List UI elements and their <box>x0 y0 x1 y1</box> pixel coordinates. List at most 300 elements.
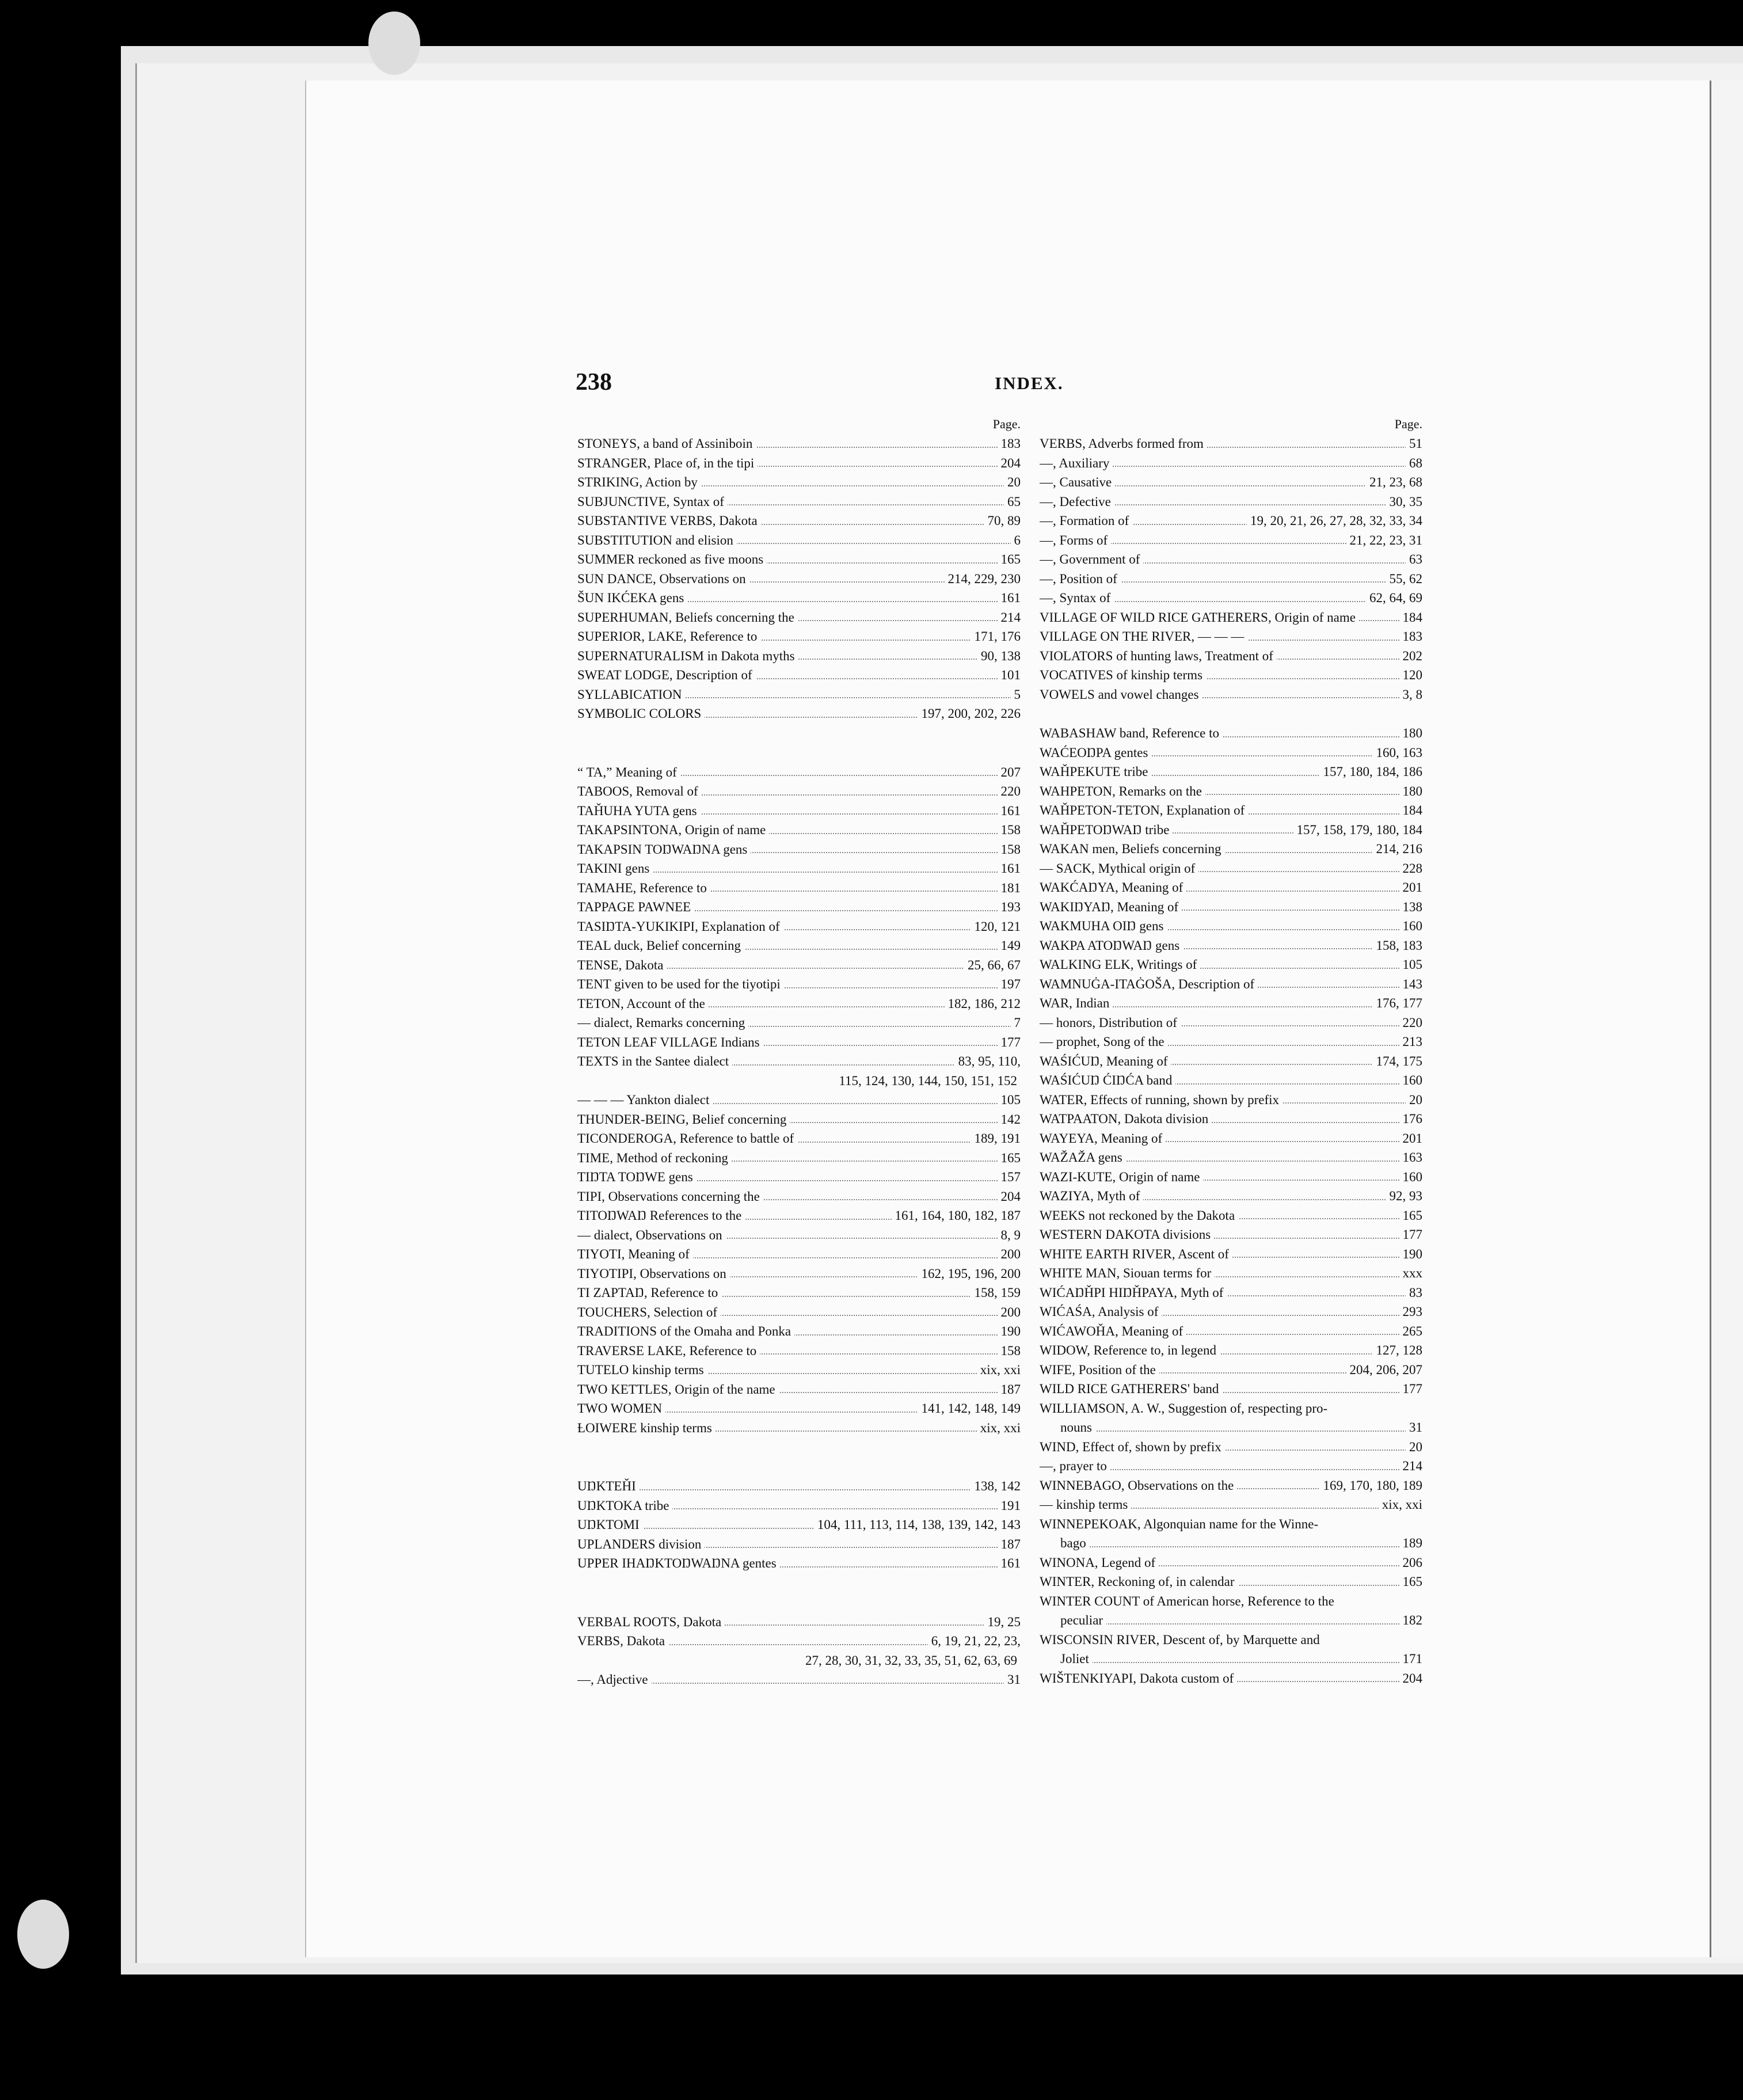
index-entry <box>577 704 1021 724</box>
index-entry <box>1040 936 1422 956</box>
entry-pages: 160 <box>1399 1167 1423 1187</box>
entry-pages: 142 <box>998 1110 1021 1129</box>
index-entry <box>577 1206 1021 1226</box>
index-entry <box>1040 1341 1422 1360</box>
index-entry <box>1040 685 1422 705</box>
entry-term: TAPPAGE PAWNEE <box>577 900 694 914</box>
index-entry <box>577 994 1021 1014</box>
index-entry <box>1040 1418 1422 1437</box>
entry-term: VIOLATORS of hunting laws, Treatment of <box>1040 649 1277 663</box>
entry-pages: 20 <box>1004 473 1021 492</box>
entry-term: VERBAL ROOTS, Dakota <box>577 1615 725 1629</box>
index-entry <box>577 1148 1021 1168</box>
entry-pages: 165 <box>998 1148 1021 1168</box>
index-entry <box>577 473 1021 492</box>
entry-pages: 171 <box>1399 1649 1423 1669</box>
entry-term: TAKAPSIN TOŊWAŊNA gens <box>577 842 751 857</box>
entry-pages: 20 <box>1406 1437 1422 1457</box>
entry-term: SUBSTANTIVE VERBS, Dakota <box>577 513 761 528</box>
index-entry <box>577 917 1021 937</box>
entry-pages: 141, 142, 148, 149 <box>918 1399 1021 1418</box>
index-entry <box>577 1496 1021 1516</box>
index-entry <box>1040 1090 1422 1110</box>
entry-term: SYLLABICATION <box>577 687 685 702</box>
entry-term: SUPERNATURALISM in Dakota myths <box>577 649 798 663</box>
index-entry <box>1040 1669 1422 1688</box>
index-entry <box>1040 1572 1422 1592</box>
index-entry <box>1040 1148 1422 1167</box>
entry-term: TIME, Method of reckoning <box>577 1151 732 1165</box>
index-entry <box>1040 859 1422 878</box>
page-edge-strip <box>1710 81 1743 1957</box>
index-entry <box>1040 743 1422 763</box>
index-entry <box>577 685 1021 705</box>
index-entry <box>577 492 1021 512</box>
entry-pages: 5 <box>1011 685 1021 705</box>
entry-pages: 101 <box>998 665 1021 685</box>
section-gap <box>577 1573 1021 1612</box>
entry-term: WAKMUHA OIŊ gens <box>1040 919 1167 933</box>
entry-pages: 176 <box>1399 1109 1423 1129</box>
entry-term: —, Auxiliary <box>1040 456 1113 470</box>
entry-term: WAZIYA, Myth of <box>1040 1189 1143 1203</box>
entry-pages: 63 <box>1406 550 1422 569</box>
entry-pages: 214, 229, 230 <box>945 569 1021 589</box>
index-entry <box>1040 1611 1422 1630</box>
index-entry <box>577 1670 1021 1690</box>
entry-pages: 190 <box>998 1322 1021 1341</box>
entry-term: TASIŊTA-YUKIKIPI, Explanation of <box>577 919 783 934</box>
entry-term: TWO WOMEN <box>577 1401 665 1416</box>
index-entry <box>577 820 1021 840</box>
index-entry <box>1040 1495 1422 1515</box>
entry-term: SYMBOLIC COLORS <box>577 706 705 721</box>
index-entry <box>577 1554 1021 1573</box>
index-entry <box>1040 1302 1422 1322</box>
entry-pages: 201 <box>1399 1129 1423 1148</box>
index-entry <box>577 1264 1021 1284</box>
entry-pages: 161, 164, 180, 182, 187 <box>892 1206 1021 1226</box>
entry-pages: 201 <box>1399 878 1423 897</box>
entry-term: WAZI-KUTE, Origin of name <box>1040 1170 1203 1184</box>
entry-pages: 163 <box>1399 1148 1423 1167</box>
index-entry <box>577 1612 1021 1632</box>
entry-pages: 143 <box>1399 975 1423 994</box>
entry-term: —, Causative <box>1040 475 1115 489</box>
index-entry <box>577 956 1021 975</box>
entry-term: VERBS, Adverbs formed from <box>1040 436 1207 451</box>
entry-term: TEAL duck, Belief concerning <box>577 938 744 953</box>
entry-term: — — — Yankton dialect <box>577 1093 713 1107</box>
entry-pages: 190 <box>1399 1245 1423 1264</box>
entry-pages: xix, xxi <box>977 1360 1021 1380</box>
index-entry <box>1040 878 1422 897</box>
index-entry <box>577 646 1021 666</box>
index-entry <box>577 1535 1021 1554</box>
index-entry <box>577 878 1021 898</box>
index-entry <box>1040 1206 1422 1226</box>
entry-term: TENT given to be used for the tiyotipi <box>577 977 784 991</box>
index-entry <box>1040 820 1422 840</box>
entry-term: TIPI, Observations concerning the <box>577 1189 763 1204</box>
entry-term: — dialect, Observations on <box>577 1228 726 1242</box>
entry-pages: 161 <box>998 588 1021 608</box>
index-entry <box>1040 1437 1422 1457</box>
entry-pages: 120 <box>1399 665 1423 685</box>
entry-pages: 161 <box>998 1554 1021 1573</box>
entry-continuation: bago <box>1040 1536 1090 1550</box>
index-entry <box>1040 454 1422 473</box>
entry-term: WIŠTENKIYAPI, Dakota custom of <box>1040 1671 1237 1686</box>
entry-term: WAŚIĆUŊ, Meaning of <box>1040 1054 1171 1068</box>
entry-term: —, Position of <box>1040 572 1121 586</box>
index-entry <box>1040 782 1422 801</box>
left-index-column <box>577 414 1021 1690</box>
ink-blot <box>368 12 420 75</box>
entry-pages: 214 <box>998 608 1021 627</box>
entry-pages: 184 <box>1399 608 1423 627</box>
section-gap <box>1040 704 1422 724</box>
entry-pages: 228 <box>1399 859 1423 878</box>
index-entry <box>1040 1109 1422 1129</box>
entry-pages: 30, 35 <box>1386 492 1423 512</box>
entry-pages: 206 <box>1399 1553 1423 1573</box>
entry-term: STRIKING, Action by <box>577 475 701 489</box>
entry-pages: 293 <box>1399 1302 1423 1322</box>
index-entry <box>577 1515 1021 1535</box>
index-entry <box>577 936 1021 956</box>
entry-term: TAMAHE, Reference to <box>577 881 710 895</box>
entry-pages: 19, 25 <box>984 1612 1021 1632</box>
entry-term: —, Defective <box>1040 494 1114 509</box>
index-entry <box>577 511 1021 531</box>
index-entry <box>1040 492 1422 512</box>
entry-pages: xix, xxi <box>1379 1495 1422 1515</box>
entry-pages: 204 <box>998 1187 1021 1207</box>
entry-pages: 184 <box>1399 801 1423 820</box>
entry-term: WEEKS not reckoned by the Dakota <box>1040 1208 1238 1223</box>
entry-term: WATER, Effects of running, shown by prefix <box>1040 1093 1282 1107</box>
entry-pages: 19, 20, 21, 26, 27, 28, 32, 33, 34 <box>1247 511 1422 531</box>
index-entry <box>577 1380 1021 1399</box>
entry-pages: 207 <box>998 763 1021 782</box>
entry-pages: 200 <box>998 1303 1021 1322</box>
entry-term: ȽOIWERE kinship terms <box>577 1421 716 1435</box>
entry-pages: 180 <box>1399 724 1423 743</box>
index-entry <box>1040 1592 1422 1611</box>
entry-term: WIND, Effect of, shown by prefix <box>1040 1440 1225 1454</box>
entry-term: WISCONSIN RIVER, Descent of, by Marquette and <box>1040 1633 1323 1647</box>
entry-pages: 7 <box>1011 1013 1021 1033</box>
entry-pages: 158 <box>998 1341 1021 1361</box>
entry-term: TETON LEAF VILLAGE Indians <box>577 1035 763 1049</box>
entry-term: WAKPA ATOŊWAŊ gens <box>1040 938 1183 953</box>
entry-pages: 127, 128 <box>1373 1341 1423 1360</box>
index-entry <box>577 1033 1021 1052</box>
index-entry <box>577 1341 1021 1361</box>
entry-pages: 31 <box>1004 1670 1021 1690</box>
entry-pages: 104, 111, 113, 114, 138, 139, 142, 143 <box>814 1515 1021 1535</box>
index-entry <box>577 1013 1021 1033</box>
entry-pages: 105 <box>998 1090 1021 1110</box>
entry-term: WAKĆAŊYA, Meaning of <box>1040 880 1186 895</box>
index-entry <box>1040 588 1422 608</box>
entry-term: WAKIŊYAŊ, Meaning of <box>1040 900 1182 914</box>
entry-term: VERBS, Dakota <box>577 1634 668 1648</box>
index-entry <box>1040 1456 1422 1476</box>
entry-pages: 83, 95, 110, <box>955 1052 1021 1071</box>
entry-term: TAKAPSINTONA, Origin of name <box>577 823 769 837</box>
entry-pages: 187 <box>998 1380 1021 1399</box>
index-entry <box>577 1631 1021 1651</box>
entry-term: WAȞPEKUTE tribe <box>1040 764 1151 779</box>
index-entry <box>1040 1225 1422 1245</box>
index-entry <box>577 1418 1021 1438</box>
index-entry <box>577 1303 1021 1322</box>
index-entry <box>577 975 1021 994</box>
entry-pages: 158 <box>998 820 1021 840</box>
page-number: 238 <box>576 369 612 395</box>
entry-pages: 158, 159 <box>971 1283 1021 1303</box>
index-entry <box>577 627 1021 646</box>
entry-term: WAȞPETOŊWAŊ tribe <box>1040 823 1173 837</box>
entry-pages: 62, 64, 69 <box>1366 588 1422 608</box>
entry-term: THUNDER-BEING, Belief concerning <box>577 1112 790 1127</box>
index-entry <box>1040 1245 1422 1264</box>
entry-term: WINNEBAGO, Observations on the <box>1040 1478 1237 1493</box>
entry-pages: 6 <box>1011 531 1021 550</box>
entry-term: TITOŊWAŊ References to the <box>577 1208 745 1223</box>
entry-pages: 204, 206, 207 <box>1346 1360 1423 1380</box>
index-entry <box>1040 1052 1422 1071</box>
index-entry <box>1040 916 1422 936</box>
index-entry <box>577 434 1021 454</box>
entry-term: WAŽAŽA gens <box>1040 1150 1126 1165</box>
entry-term: TENSE, Dakota <box>577 958 667 972</box>
index-entry <box>1040 1129 1422 1148</box>
index-entry <box>1040 1264 1422 1283</box>
entry-term: —, Formation of <box>1040 513 1132 528</box>
index-entry <box>577 782 1021 801</box>
entry-pages: 68 <box>1406 454 1422 473</box>
entry-pages: 193 <box>998 897 1021 917</box>
entry-pages: 65 <box>1004 492 1021 512</box>
entry-pages: 25, 66, 67 <box>964 956 1021 975</box>
entry-pages: 161 <box>998 859 1021 878</box>
entry-pages: 120, 121 <box>971 917 1021 937</box>
entry-term: WAKAN men, Beliefs concerning <box>1040 842 1225 856</box>
entry-pages: 187 <box>998 1535 1021 1554</box>
index-entry <box>1040 762 1422 782</box>
entry-pages: 177 <box>1399 1379 1423 1399</box>
ink-blot <box>17 1900 69 1969</box>
index-entry <box>1040 627 1422 646</box>
entry-term: WAYEYA, Meaning of <box>1040 1131 1166 1146</box>
entry-term: WATPAATON, Dakota division <box>1040 1112 1212 1126</box>
entry-term: “ TA,” Meaning of <box>577 765 680 779</box>
index-entry <box>577 1226 1021 1245</box>
index-entry <box>1040 511 1422 531</box>
entry-pages: 181 <box>998 878 1021 898</box>
entry-pages: 214 <box>1399 1456 1423 1476</box>
entry-pages: 138 <box>1399 897 1423 917</box>
entry-continuation: peculiar <box>1040 1613 1106 1627</box>
entry-term: SUBSTITUTION and elision <box>577 533 737 547</box>
index-entry <box>577 1071 1021 1091</box>
entry-term: WESTERN DAKOTA divisions <box>1040 1227 1214 1242</box>
index-entry <box>1040 1013 1422 1033</box>
entry-pages: 183 <box>998 434 1021 454</box>
entry-term: WHITE MAN, Siouan terms for <box>1040 1266 1215 1280</box>
index-entry <box>577 608 1021 627</box>
entry-term: WAHPETON, Remarks on the <box>1040 784 1205 798</box>
entry-term: — dialect, Remarks concerning <box>577 1015 748 1030</box>
index-entry <box>1040 1399 1422 1418</box>
entry-pages: 182 <box>1399 1611 1423 1630</box>
entry-term: WIĆAŊȞPI HIŊȞPAYA, Myth of <box>1040 1285 1227 1300</box>
entry-term: WINONA, Legend of <box>1040 1555 1159 1570</box>
index-entry <box>1040 994 1422 1013</box>
entry-pages: 182, 186, 212 <box>945 994 1021 1014</box>
entry-term: WILD RICE GATHERERS' band <box>1040 1382 1222 1396</box>
entry-term: TRADITIONS of the Omaha and Ponka <box>577 1324 794 1338</box>
entry-term: ŠUN IKĆEKA gens <box>577 591 687 605</box>
entry-term: VILLAGE ON THE RIVER, — — — <box>1040 629 1247 644</box>
entry-term: TIYOTI, Meaning of <box>577 1247 693 1261</box>
entry-term: — honors, Distribution of <box>1040 1015 1181 1030</box>
index-entry <box>1040 801 1422 820</box>
entry-pages: 70, 89 <box>984 511 1021 531</box>
entry-term: SUPERIOR, LAKE, Reference to <box>577 629 760 644</box>
index-entry <box>1040 1515 1422 1534</box>
entry-pages: 189, 191 <box>971 1129 1021 1148</box>
index-entry <box>1040 434 1422 454</box>
entry-pages: 214, 216 <box>1373 839 1423 859</box>
index-entry <box>577 550 1021 569</box>
entry-pages: 197, 200, 202, 226 <box>918 704 1021 724</box>
entry-pages: 200 <box>998 1245 1021 1264</box>
index-entry <box>1040 1649 1422 1669</box>
entry-term: TI ZAPTAŊ, Reference to <box>577 1285 721 1300</box>
index-entry <box>577 588 1021 608</box>
entry-term: TABOOS, Removal of <box>577 784 702 798</box>
index-entry <box>577 1245 1021 1264</box>
entry-pages: 204 <box>1399 1669 1423 1688</box>
index-entry <box>577 531 1021 550</box>
index-entry <box>577 1129 1021 1148</box>
entry-pages: 220 <box>1399 1013 1423 1033</box>
index-entry <box>1040 1322 1422 1341</box>
entry-term: WAȞPETON-TETON, Explanation of <box>1040 803 1248 817</box>
entry-pages: 174, 175 <box>1373 1052 1423 1071</box>
index-entry <box>577 1052 1021 1071</box>
index-entry <box>577 569 1021 589</box>
entry-term: —, Government of <box>1040 552 1143 566</box>
entry-pages: 149 <box>998 936 1021 956</box>
entry-pages: 165 <box>1399 1206 1423 1226</box>
index-entry <box>577 859 1021 878</box>
entry-term: SUBJUNCTIVE, Syntax of <box>577 494 728 509</box>
entry-term: TIYOTIPI, Observations on <box>577 1266 730 1281</box>
entry-pages: 83 <box>1406 1283 1422 1303</box>
entry-pages: 265 <box>1399 1322 1423 1341</box>
entry-pages: 31 <box>1406 1418 1422 1437</box>
entry-term: TICONDEROGA, Reference to battle of <box>577 1131 797 1146</box>
entry-pages: 165 <box>1399 1572 1423 1592</box>
entry-term: — prophet, Song of the <box>1040 1034 1168 1049</box>
entry-term: WIFE, Position of the <box>1040 1363 1159 1377</box>
entry-pages: 177 <box>998 1033 1021 1052</box>
entry-term: VOCATIVES of kinship terms <box>1040 668 1206 682</box>
entry-pages: 202 <box>1399 646 1423 666</box>
index-entry <box>577 1477 1021 1496</box>
entry-pages: 21, 22, 23, 31 <box>1346 531 1423 550</box>
entry-term: TIŊTA TOŊWE gens <box>577 1170 697 1184</box>
entry-pages: 20 <box>1406 1090 1422 1110</box>
entry-term: TRAVERSE LAKE, Reference to <box>577 1344 760 1358</box>
entry-pages: 160 <box>1399 1071 1423 1090</box>
entry-term: WINTER, Reckoning of, in calendar <box>1040 1574 1238 1589</box>
entry-pages: 6, 19, 21, 22, 23, <box>928 1631 1021 1651</box>
index-entry <box>1040 724 1422 743</box>
entry-pages: 138, 142 <box>971 1477 1021 1496</box>
entry-term: WHITE EARTH RIVER, Ascent of <box>1040 1247 1232 1261</box>
index-entry <box>1040 531 1422 550</box>
entry-term: TUTELO kinship terms <box>577 1363 707 1377</box>
entry-pages: xxx <box>1399 1264 1423 1283</box>
index-entry <box>577 1651 1021 1671</box>
index-entry <box>577 1110 1021 1129</box>
entry-term: WIDOW, Reference to, in legend <box>1040 1343 1220 1357</box>
entry-term: UPPER IHAŊKTOŊWAŊNA gentes <box>577 1556 780 1570</box>
index-entry <box>577 763 1021 782</box>
entry-pages: 90, 138 <box>977 646 1021 666</box>
index-entry <box>577 1283 1021 1303</box>
entry-term: TAKINI gens <box>577 861 653 876</box>
entry-term: —, Forms of <box>1040 533 1111 547</box>
entry-pages: 51 <box>1406 434 1422 454</box>
entry-term: UPLANDERS division <box>577 1537 705 1551</box>
index-entry <box>1040 1186 1422 1206</box>
index-entry <box>577 1090 1021 1110</box>
entry-term: STONEYS, a band of Assiniboin <box>577 436 756 451</box>
entry-term: TETON, Account of the <box>577 996 709 1011</box>
entry-pages: 3, 8 <box>1399 685 1423 705</box>
index-entry <box>1040 646 1422 666</box>
index-entry <box>577 897 1021 917</box>
entry-pages: 220 <box>998 782 1021 801</box>
index-entry <box>577 1167 1021 1187</box>
entry-term: TAȞUHA YUTA gens <box>577 804 701 818</box>
entry-pages: 8, 9 <box>998 1226 1021 1245</box>
entry-pages: 158 <box>998 840 1021 859</box>
index-entry <box>1040 608 1422 627</box>
entry-term: WIĆAŚA, Analysis of <box>1040 1304 1162 1319</box>
entry-pages: 55, 62 <box>1386 569 1423 589</box>
index-entry <box>1040 839 1422 859</box>
index-entry <box>1040 897 1422 917</box>
entry-term: WAR, Indian <box>1040 996 1113 1010</box>
entry-pages: 161 <box>998 801 1021 821</box>
entry-pages: 165 <box>998 550 1021 569</box>
index-entry <box>577 840 1021 859</box>
entry-term: —, prayer to <box>1040 1459 1110 1473</box>
right-index-column <box>1040 414 1422 1688</box>
entry-pages: 204 <box>998 454 1021 473</box>
entry-pages: 191 <box>998 1496 1021 1516</box>
entry-term: WIĆAWOȞA, Meaning of <box>1040 1324 1186 1338</box>
index-entry <box>1040 1167 1422 1187</box>
